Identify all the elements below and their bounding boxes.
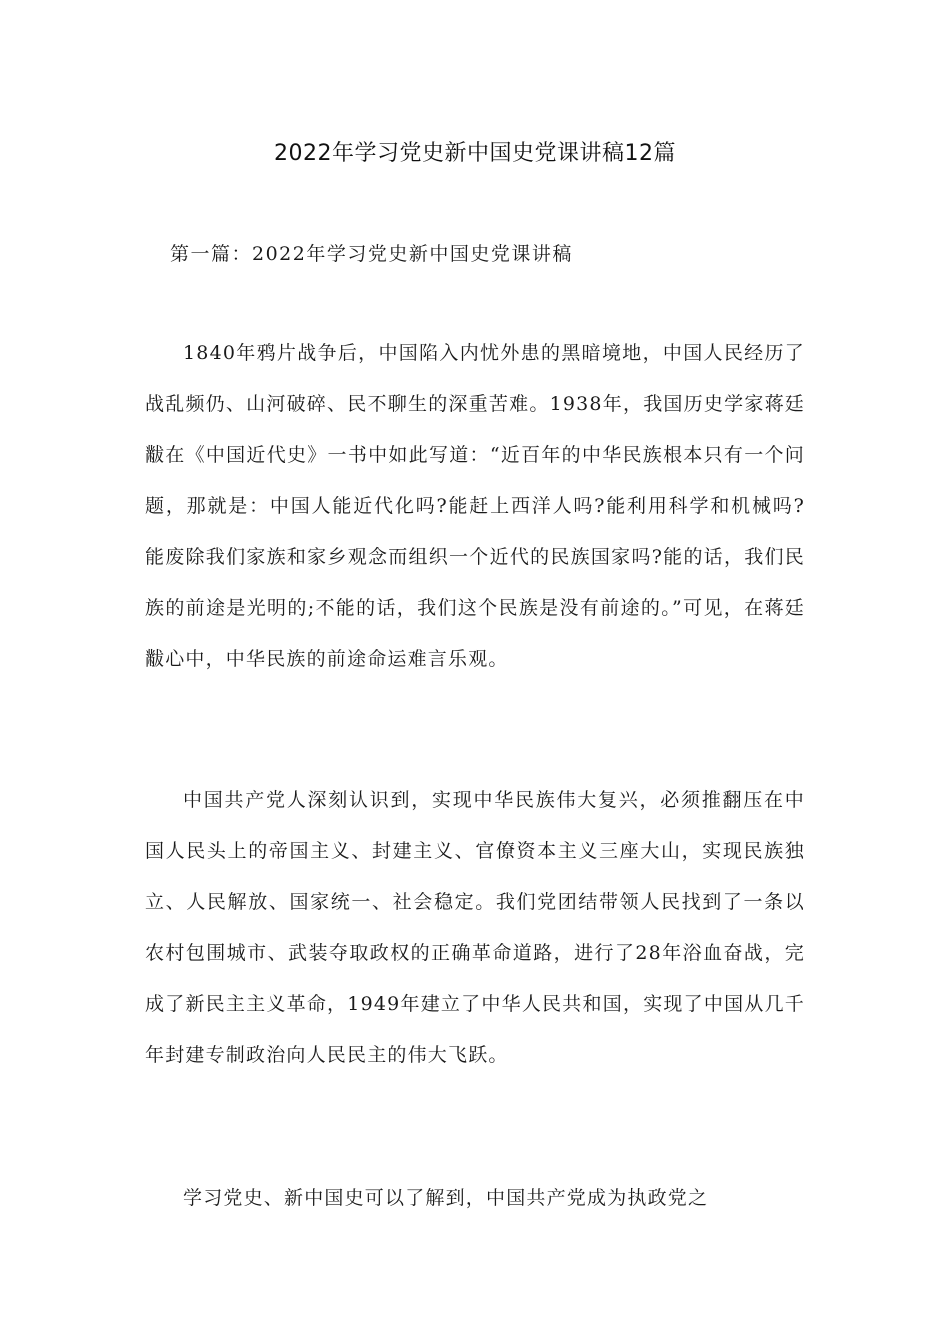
section-heading: 第一篇：2022年学习党史新中国史党课讲稿 (170, 243, 573, 265)
paragraph-1: 1840年鸦片战争后，中国陷入内忧外患的黑暗境地，中国人民经历了战乱频仍、山河破碎、民不聊生的深重苦难。1938年，我国历史学家蒋廷黻在《中国近代史》一书中如此写道：“近百年的中华民族根本只有一个问题，那就是：中国人能近代化吗?能赶上西洋人吗?能利用科学和机械吗?能废除我们家族和家乡观念而组织一个近代的民族国家吗?能的话，我们民族的前途是光明的;不能的话，我们这个民族是没有前途的。”可见，在蒋廷黻心中，中华民族的前途命运难言乐观。 (145, 342, 805, 670)
paragraph-3: 学习党史、新中国史可以了解到，中国共产党成为执政党之 (183, 1187, 709, 1209)
document-title: 2022年学习党史新中国史党课讲稿12篇 (274, 141, 676, 166)
paragraph-2: 中国共产党人深刻认识到，实现中华民族伟大复兴，必须推翻压在中国人民头上的帝国主义、封建主义、官僚资本主义三座大山，实现民族独立、人民解放、国家统一、社会稳定。我们党团结带领人民找到了一条以农村包围城市、武装夺取政权的正确革命道路，进行了28年浴血奋战，完成了新民主主义革命，1949年建立了中华人民共和国，实现了中国从几千年封建专制政治向人民民主的伟大飞跃。 (145, 789, 805, 1066)
